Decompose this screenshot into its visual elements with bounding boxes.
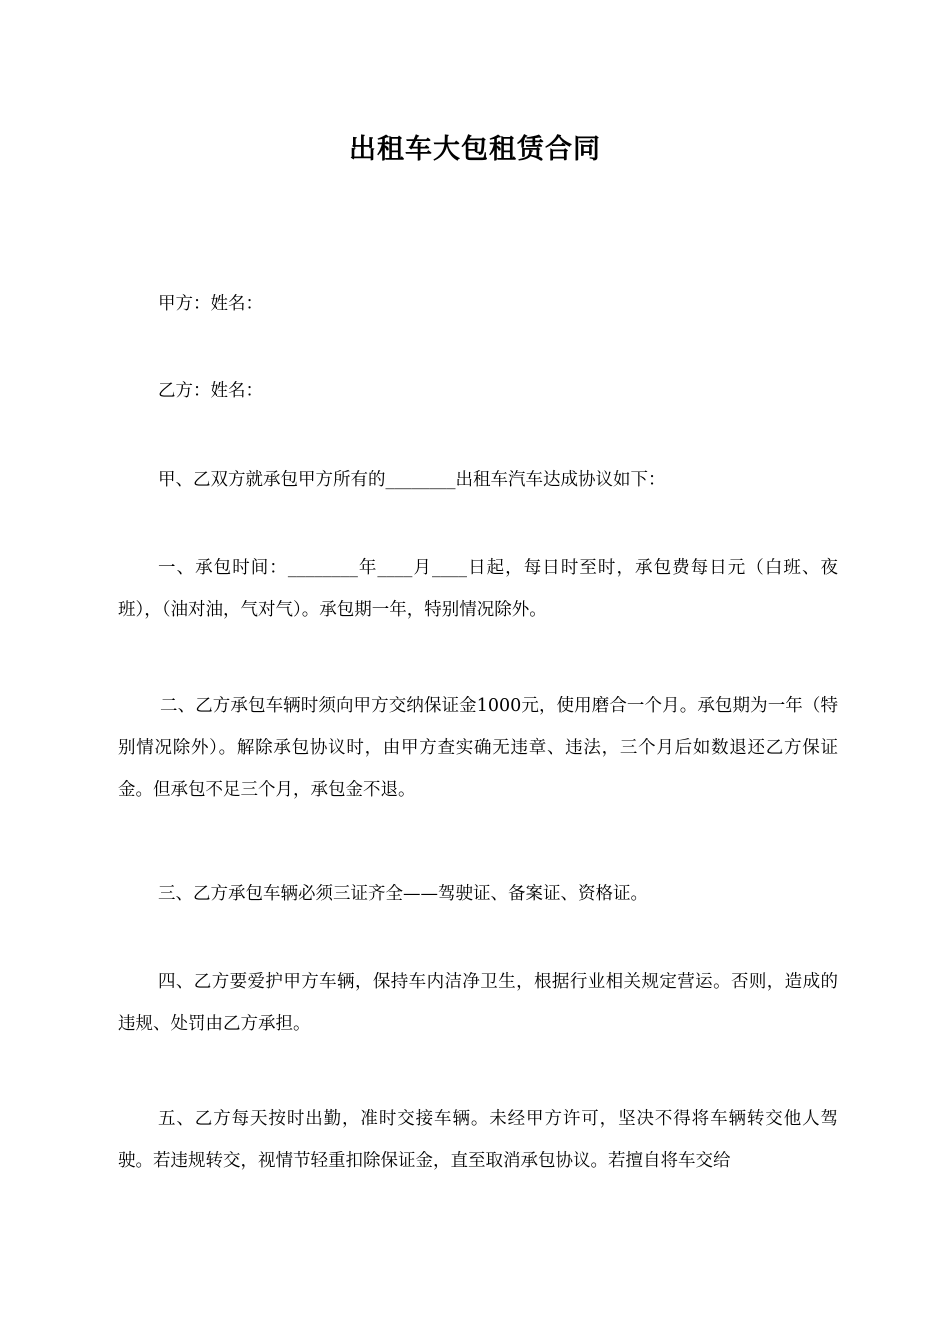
clause-1: 一、承包时间：________年____月____日起，每日时至时，承包费每日元（白班、夜班），（油对油，气对气）。承包期一年，特别情况除外。 xyxy=(118,558,838,620)
clause-5: 五、乙方每天按时出勤，准时交接车辆。未经甲方许可，坚决不得将车辆转交他人驾驶。若违规转交，视情节轻重扣除保证金，直至取消承包协议。若擅自将车交给 xyxy=(118,1109,838,1171)
agreement-intro: 甲、乙双方就承包甲方所有的________出租车汽车达成协议如下： xyxy=(158,470,666,490)
clause-2: 二、乙方承包车辆时须向甲方交纳保证金1000元，使用磨合一个月。承包期为一年（特别情况除外）。解除承包协议时，由甲方查实确无违章、违法，三个月后如数退还乙方保证金。但承包不足三个月，承包金不退。 xyxy=(118,696,838,800)
clause-4: 四、乙方要爱护甲方车辆，保持车内洁净卫生，根据行业相关规定营运。否则，造成的违规、处罚由乙方承担。 xyxy=(118,972,838,1034)
party-a-line: 甲方：姓名： xyxy=(158,294,263,314)
document-title: 出租车大包租赁合同 xyxy=(349,134,601,165)
party-b-line: 乙方：姓名： xyxy=(158,381,263,401)
clause-3: 三、乙方承包车辆必须三证齐全——驾驶证、备案证、资格证。 xyxy=(158,884,648,904)
